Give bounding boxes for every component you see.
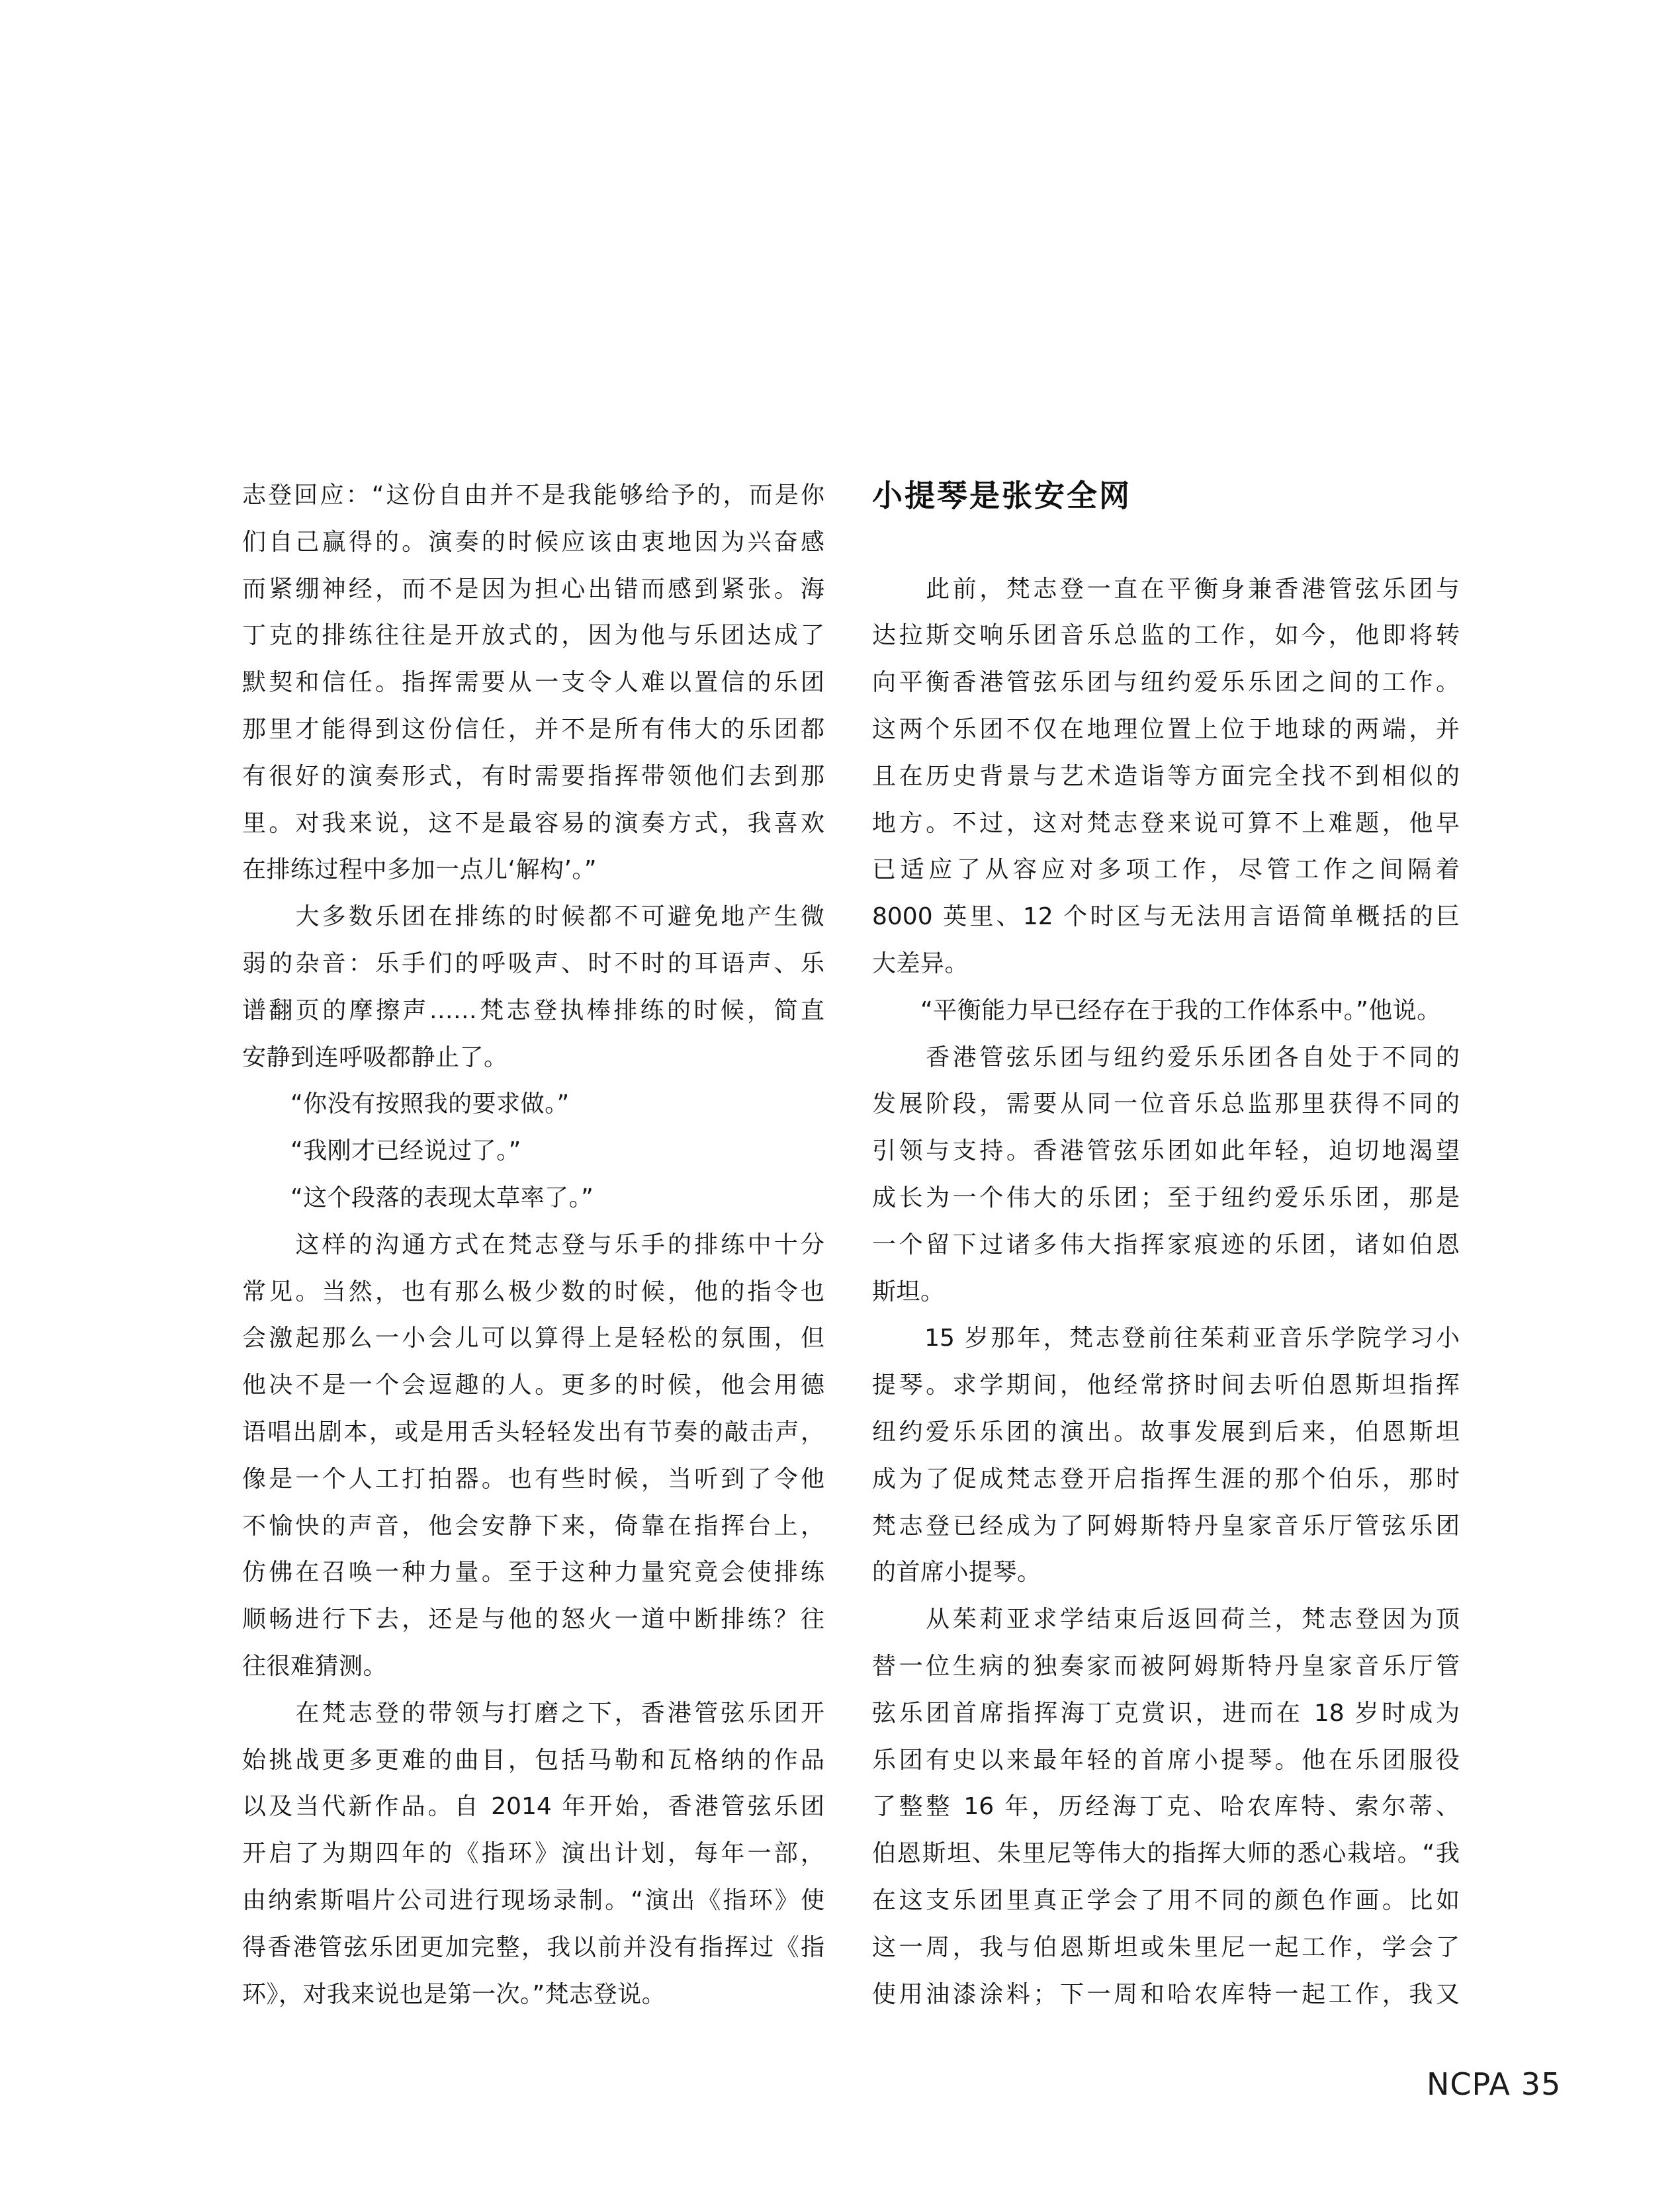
journal-name: NCPA xyxy=(1427,2066,1511,2102)
text-line: 此前，梵志登一直在平衡身兼香港管弦乐团与 xyxy=(872,575,1460,603)
text-line: 有很好的演奏形式，有时需要指挥带领他们去到那 xyxy=(242,762,824,790)
text-line: 不愉快的声音，他会安静下来，倚靠在指挥台上， xyxy=(242,1512,824,1540)
text-line: 弦乐团首席指挥海丁克赏识，进而在 18 岁时成为 xyxy=(872,1699,1460,1727)
text-line: 得香港管弦乐团更加完整，我以前并没有指挥过《指 xyxy=(242,1933,824,1961)
text-line: 环》，对我来说也是第一次。”梵志登说。 xyxy=(242,1980,666,2008)
text-line: 提琴。求学期间，他经常挤时间去听伯恩斯坦指挥 xyxy=(872,1372,1460,1399)
text-line: 由纳索斯唱片公司进行现场录制。“演出《指环》使 xyxy=(242,1886,824,1914)
text-line: 安静到连呼吸都静止了。 xyxy=(242,1043,508,1071)
text-line: 那里才能得到这份信任，并不是所有伟大的乐团都 xyxy=(242,715,824,743)
text-line: 成为了促成梵志登开启指挥生涯的那个伯乐，那时 xyxy=(872,1465,1460,1493)
text-line: 梵志登已经成为了阿姆斯特丹皇家音乐厅管弦乐团 xyxy=(872,1512,1460,1540)
text-line: 开启了为期四年的《指环》演出计划，每年一部， xyxy=(242,1840,824,1868)
text-line: 大多数乐团在排练的时候都不可避免地产生微 xyxy=(242,903,824,931)
text-line: 引领与支持。香港管弦乐团如此年轻，迫切地渴望 xyxy=(872,1137,1460,1165)
right-column xyxy=(872,472,1460,2018)
text-line: 纽约爱乐乐团的演出。故事发展到后来，伯恩斯坦 xyxy=(872,1418,1460,1446)
text-line: 这样的沟通方式在梵志登与乐手的排练中十分 xyxy=(242,1231,824,1258)
text-line: 使用油漆涂料；下一周和哈农库特一起工作，我又 xyxy=(872,1980,1460,2008)
text-line: 顺畅进行下去，还是与他的怒火一道中断排练？往 xyxy=(242,1606,824,1634)
text-line: 丁克的排练往往是开放式的，因为他与乐团达成了 xyxy=(242,622,824,650)
text-line: 始挑战更多更难的曲目，包括马勒和瓦格纳的作品 xyxy=(242,1746,824,1774)
text-line: 们自己赢得的。演奏的时候应该由衷地因为兴奋感 xyxy=(242,528,824,556)
text-line: 里。对我来说，这不是最容易的演奏方式，我喜欢 xyxy=(242,809,824,837)
text-line: 15 岁那年，梵志登前往茱莉亚音乐学院学习小 xyxy=(872,1325,1460,1352)
text-line: 斯坦。 xyxy=(872,1278,945,1305)
text-line: 以及当代新作品。自 2014 年开始，香港管弦乐团 xyxy=(242,1793,824,1821)
left-column xyxy=(242,472,824,2018)
section-heading: 小提琴是张安全网 xyxy=(872,478,1131,513)
text-line: 语唱出剧本，或是用舌头轻轻发出有节奏的敲击声， xyxy=(242,1418,824,1446)
text-line: 成长为一个伟大的乐团；至于纽约爱乐乐团，那是 xyxy=(872,1184,1460,1211)
text-line: 弱的杂音：乐手们的呼吸声、时不时的耳语声、乐 xyxy=(242,949,824,977)
text-line: 常见。当然，也有那么极少数的时候，他的指令也 xyxy=(242,1278,824,1305)
text-line: 发展阶段，需要从同一位音乐总监那里获得不同的 xyxy=(872,1090,1460,1118)
text-line: 一个留下过诸多伟大指挥家痕迹的乐团，诸如伯恩 xyxy=(872,1231,1460,1258)
text-line: 乐团有史以来最年轻的首席小提琴。他在乐团服役 xyxy=(872,1746,1460,1774)
text-line: 他决不是一个会逗趣的人。更多的时候，他会用德 xyxy=(242,1372,824,1399)
right-column-body xyxy=(872,566,1460,2019)
text-line: 且在历史背景与艺术造诣等方面完全找不到相似的 xyxy=(872,762,1460,790)
text-line: 在这支乐团里真正学会了用不同的颜色作画。比如 xyxy=(872,1886,1460,1914)
text-line: 在排练过程中多加一点儿‘解构’。” xyxy=(242,856,597,884)
text-line: 谱翻页的摩擦声……梵志登执棒排练的时候，简直 xyxy=(242,996,824,1024)
text-line: 往很难猜测。 xyxy=(242,1652,388,1680)
text-line: 替一位生病的独奏家而被阿姆斯特丹皇家音乐厅管 xyxy=(872,1652,1460,1680)
text-line: 志登回应：“这份自由并不是我能够给予的，而是你 xyxy=(242,482,824,509)
text-line: 这两个乐团不仅在地理位置上位于地球的两端，并 xyxy=(872,715,1460,743)
text-line: 伯恩斯坦、朱里尼等伟大的指挥大师的悉心栽培。“我 xyxy=(872,1840,1460,1868)
text-line: 8000 英里、12 个时区与无法用言语简单概括的巨 xyxy=(872,903,1460,931)
text-line: 像是一个人工打拍器。也有些时候，当听到了令他 xyxy=(242,1465,824,1493)
text-line: 从茱莉亚求学结束后返回荷兰，梵志登因为顶 xyxy=(872,1606,1460,1634)
text-line: 香港管弦乐团与纽约爱乐乐团各自处于不同的 xyxy=(872,1043,1460,1071)
text-line: 大差异。 xyxy=(872,949,969,977)
text-line: 向平衡香港管弦乐团与纽约爱乐乐团之间的工作。 xyxy=(872,669,1460,697)
text-line: 而紧绷神经，而不是因为担心出错而感到紧张。海 xyxy=(242,575,824,603)
text-line: “你没有按照我的要求做。” xyxy=(242,1090,570,1118)
text-line: “这个段落的表现太草率了。” xyxy=(242,1184,594,1211)
page-number: 35 xyxy=(1521,2066,1562,2102)
text-line: 会激起那么一小会儿可以算得上是轻松的氛围，但 xyxy=(242,1325,824,1352)
text-line: 这一周，我与伯恩斯坦或朱里尼一起工作，学会了 xyxy=(872,1933,1460,1961)
text-line: 仿佛在召唤一种力量。至于这种力量究竟会使排练 xyxy=(242,1559,824,1587)
text-line: “我刚才已经说过了。” xyxy=(242,1137,521,1165)
text-line: “平衡能力早已经存在于我的工作体系中。”他说。 xyxy=(872,996,1441,1024)
text-line: 默契和信任。指挥需要从一支令人难以置信的乐团 xyxy=(242,669,824,697)
text-line: 地方。不过，这对梵志登来说可算不上难题，他早 xyxy=(872,809,1460,837)
text-line: 了整整 16 年，历经海丁克、哈农库特、索尔蒂、 xyxy=(872,1793,1460,1821)
text-line: 在梵志登的带领与打磨之下，香港管弦乐团开 xyxy=(242,1699,824,1727)
page-footer xyxy=(1427,2067,1561,2101)
text-line: 已适应了从容应对多项工作，尽管工作之间隔着 xyxy=(872,856,1460,884)
text-line: 达拉斯交响乐团音乐总监的工作，如今，他即将转 xyxy=(872,622,1460,650)
text-line: 的首席小提琴。 xyxy=(872,1559,1041,1587)
